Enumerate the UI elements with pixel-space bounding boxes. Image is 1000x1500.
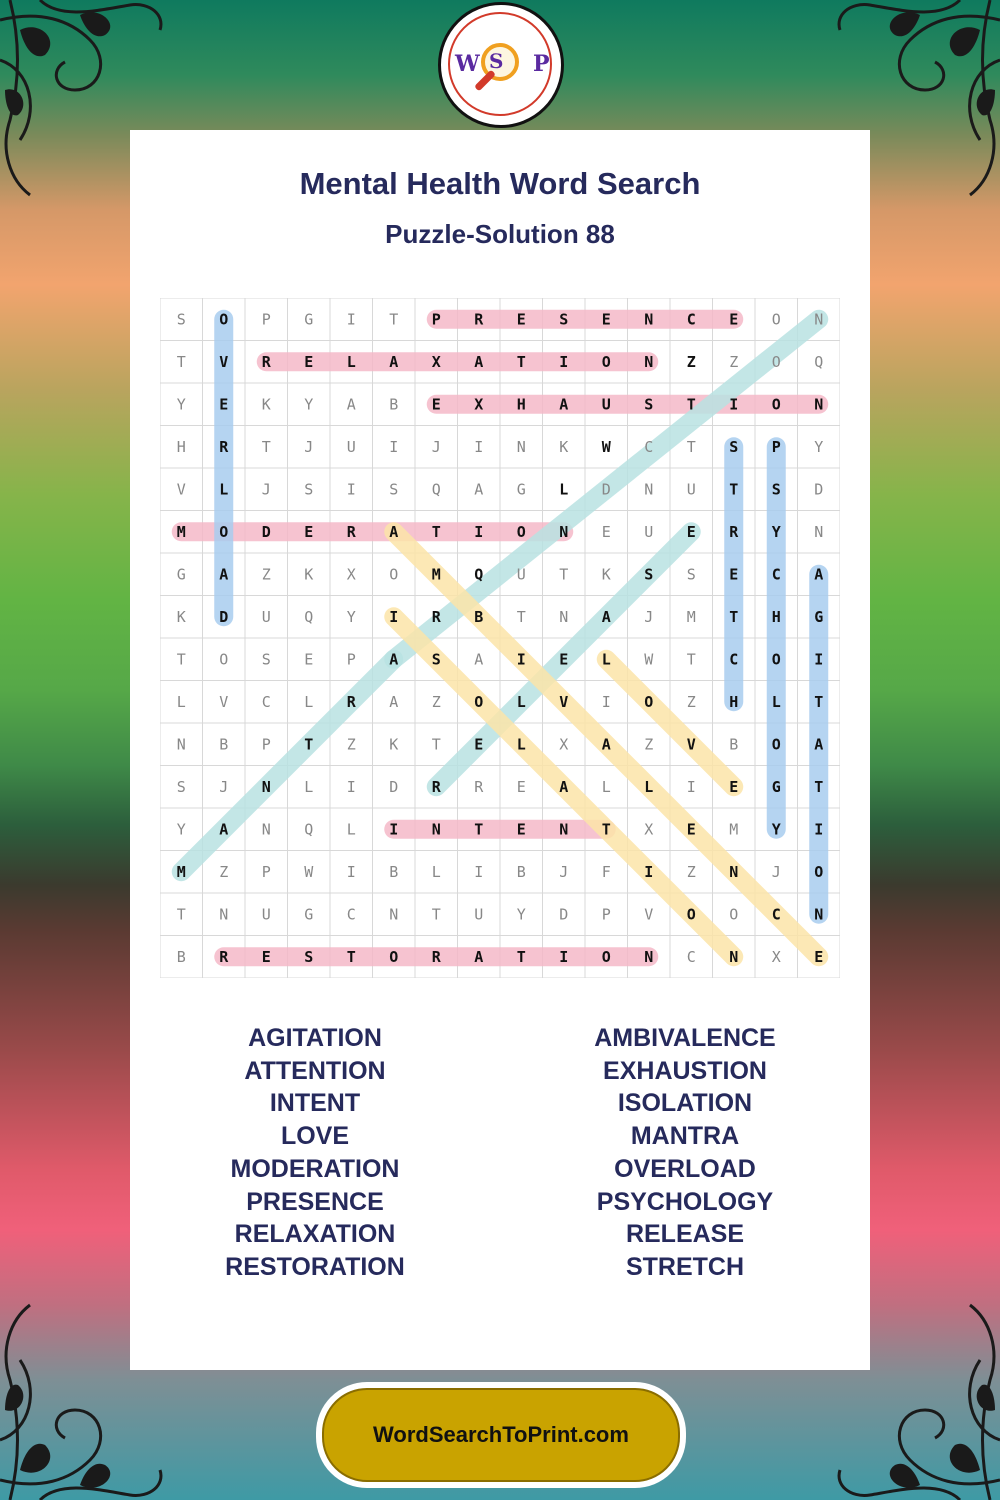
grid-letter: U (261, 607, 271, 626)
grid-letter: E (729, 565, 739, 584)
grid-letter: N (431, 820, 441, 839)
grid-letter: W (304, 862, 314, 881)
grid-letter: I (346, 777, 356, 796)
grid-letter: W (601, 437, 611, 456)
grid-letter: N (644, 310, 654, 329)
grid-letter: I (389, 437, 399, 456)
grid-letter: O (771, 735, 781, 754)
grid-letter: J (559, 862, 569, 881)
grid-letter: B (729, 735, 739, 754)
grid-letter: T (516, 947, 526, 966)
grid-letter: Y (176, 395, 186, 414)
grid-letter: A (389, 692, 399, 711)
grid-letter: N (814, 395, 824, 414)
grid-letter: T (431, 522, 441, 541)
grid-letter: I (814, 820, 824, 839)
grid-letter: J (644, 607, 654, 626)
site-link-label: WordSearchToPrint.com (373, 1422, 629, 1447)
grid-letter: B (474, 607, 484, 626)
word-list-item: ATTENTION (244, 1056, 386, 1085)
grid-letter: O (516, 522, 526, 541)
grid-letter: S (686, 565, 696, 584)
grid-letter: T (431, 905, 441, 924)
grid-letter: Q (304, 820, 314, 839)
word-search-grid (160, 298, 840, 978)
grid-letter: J (219, 777, 229, 796)
puzzle-card (130, 130, 870, 1370)
grid-letter: P (261, 862, 271, 881)
grid-letter: C (346, 905, 356, 924)
grid-letter: A (559, 777, 569, 796)
grid-letter: S (644, 565, 654, 584)
grid-letter: I (474, 437, 484, 456)
grid-letter: W (644, 650, 654, 669)
grid-letter: A (601, 607, 611, 626)
grid-letter: A (346, 395, 356, 414)
grid-letter: E (304, 352, 314, 371)
grid-letter: S (559, 310, 569, 329)
grid-letter: I (516, 650, 526, 669)
grid-letter: X (644, 820, 654, 839)
grid-letter: O (219, 522, 229, 541)
grid-letter: C (771, 905, 781, 924)
word-list-item: STRETCH (625, 1252, 745, 1281)
grid-letter: T (176, 905, 186, 924)
grid-letter: Y (771, 522, 781, 541)
grid-letter: D (601, 480, 611, 499)
grid-letter: R (431, 777, 441, 796)
grid-letter: T (346, 947, 356, 966)
grid-letter: N (644, 352, 654, 371)
grid-letter: N (729, 947, 739, 966)
grid-letter: A (559, 395, 569, 414)
grid-letter: L (346, 352, 356, 371)
grid-letter: P (261, 735, 271, 754)
grid-letter: C (729, 650, 739, 669)
grid-letter: L (516, 735, 526, 754)
grid-letter: O (771, 395, 781, 414)
grid-letter: I (389, 607, 399, 626)
wsp-logo[interactable] (438, 2, 564, 128)
grid-letter: Z (219, 862, 229, 881)
grid-letter: P (601, 905, 611, 924)
grid-letter: K (389, 735, 399, 754)
grid-letter: E (304, 522, 314, 541)
grid-letter: Y (814, 437, 824, 456)
word-list-item: RESTORATION (225, 1252, 405, 1281)
logo-letter-p: P (533, 51, 550, 77)
grid-letter: O (771, 352, 781, 371)
grid-letter: A (219, 820, 229, 839)
grid-letter: E (686, 820, 696, 839)
grid-letter: I (559, 352, 569, 371)
grid-letter: N (261, 777, 271, 796)
grid-letter: N (814, 310, 824, 329)
grid-letter: M (176, 522, 186, 541)
grid-letter: T (729, 480, 739, 499)
grid-letter: N (729, 862, 739, 881)
grid-letter: T (474, 820, 484, 839)
grid-letter: A (219, 565, 229, 584)
grid-letter: T (729, 607, 739, 626)
logo-letter-s: S (489, 49, 504, 73)
grid-letter: A (389, 650, 399, 669)
grid-letter: J (431, 437, 441, 456)
grid-letter: E (431, 395, 441, 414)
grid-letter: E (219, 395, 229, 414)
grid-letter: Q (474, 565, 484, 584)
grid-letter: E (516, 310, 526, 329)
grid-letter: E (559, 650, 569, 669)
grid-letter: E (474, 735, 484, 754)
grid-letter: V (219, 352, 229, 371)
grid-letter: F (601, 862, 611, 881)
grid-letter: I (346, 480, 356, 499)
grid-letter: T (814, 777, 824, 796)
page-subtitle: Puzzle-Solution 88 (385, 219, 615, 249)
grid-letter: A (389, 352, 399, 371)
grid-letter: M (176, 862, 186, 881)
grid-letter: A (601, 735, 611, 754)
grid-letter: Z (686, 862, 696, 881)
grid-letter: N (219, 905, 229, 924)
grid-letter: Y (304, 395, 314, 414)
grid-letter: R (431, 947, 441, 966)
grid-letter: D (261, 522, 271, 541)
grid-letter: T (559, 565, 569, 584)
grid-letter: T (814, 692, 824, 711)
grid-letter: T (431, 735, 441, 754)
grid-letter: A (474, 352, 484, 371)
grid-letter: Z (431, 692, 441, 711)
grid-letter: D (559, 905, 569, 924)
grid-letter: M (729, 820, 739, 839)
grid-letter: Y (516, 905, 526, 924)
grid-letter: Z (729, 352, 739, 371)
word-list-item: AMBIVALENCE (594, 1024, 776, 1052)
grid-letter: E (261, 947, 271, 966)
grid-letter: I (601, 692, 611, 711)
grid-letter: R (219, 947, 229, 966)
grid-letter: X (559, 735, 569, 754)
grid-letter: H (771, 607, 781, 626)
grid-letter: B (219, 735, 229, 754)
grid-letter: T (176, 352, 186, 371)
grid-letter: B (516, 862, 526, 881)
grid-letter: I (729, 395, 739, 414)
grid-letter: U (346, 437, 356, 456)
grid-letter: V (559, 692, 569, 711)
grid-letter: U (474, 905, 484, 924)
grid-letter: S (431, 650, 441, 669)
grid-letter: R (346, 692, 356, 711)
word-list-item: INTENT (269, 1089, 361, 1118)
grid-letter: I (814, 650, 824, 669)
grid-letter: N (389, 905, 399, 924)
grid-letter: I (389, 820, 399, 839)
grid-letter: K (304, 565, 314, 584)
grid-letter: O (729, 905, 739, 924)
word-list-item: PRESENCE (246, 1187, 384, 1216)
grid-letter: N (261, 820, 271, 839)
word-list-item: RELEASE (625, 1220, 745, 1249)
grid-letter: L (644, 777, 654, 796)
grid-letter: O (771, 310, 781, 329)
grid-letter: T (389, 310, 399, 329)
grid-letter: C (644, 437, 654, 456)
grid-letter: T (686, 395, 696, 414)
grid-letter: B (176, 947, 186, 966)
grid-letter: O (601, 947, 611, 966)
grid-letter: J (304, 437, 314, 456)
grid-letter: L (601, 777, 611, 796)
grid-letter: G (176, 565, 186, 584)
grid-letter: E (601, 522, 611, 541)
grid-letter: O (219, 310, 229, 329)
grid-letter: R (261, 352, 271, 371)
grid-letter: M (431, 565, 441, 584)
grid-letter: Z (261, 565, 271, 584)
grid-letter: V (686, 735, 696, 754)
grid-letter: X (431, 352, 441, 371)
grid-letter: T (304, 735, 314, 754)
grid-letter: A (814, 735, 824, 754)
page-title: Mental Health Word Search (299, 166, 701, 201)
grid-letter: Z (346, 735, 356, 754)
grid-letter: E (516, 777, 526, 796)
grid-letter: O (389, 947, 399, 966)
grid-letter: E (729, 310, 739, 329)
grid-letter: P (431, 310, 441, 329)
grid-letter: T (686, 437, 696, 456)
grid-letter: H (176, 437, 186, 456)
grid-letter: E (814, 947, 824, 966)
grid-letter: X (771, 947, 781, 966)
grid-letter: O (389, 565, 399, 584)
grid-letter: B (389, 862, 399, 881)
grid-letter: L (176, 692, 186, 711)
grid-letter: T (686, 650, 696, 669)
grid-letter: S (389, 480, 399, 499)
grid-letter: C (686, 310, 696, 329)
grid-letter: U (686, 480, 696, 499)
grid-letter: S (771, 480, 781, 499)
grid-letter: S (304, 947, 314, 966)
grid-letter: O (686, 905, 696, 924)
grid-letter: T (601, 820, 611, 839)
grid-letter: R (431, 607, 441, 626)
grid-letter: N (644, 947, 654, 966)
grid-letter: C (771, 565, 781, 584)
grid-letter: S (729, 437, 739, 456)
grid-letter: P (346, 650, 356, 669)
grid-letter: V (644, 905, 654, 924)
grid-letter: G (304, 905, 314, 924)
grid-letter: U (261, 905, 271, 924)
grid-letter: N (814, 905, 824, 924)
grid-letter: U (601, 395, 611, 414)
grid-letter: O (814, 862, 824, 881)
grid-letter: C (261, 692, 271, 711)
grid-letter: R (474, 310, 484, 329)
grid-letter: D (814, 480, 824, 499)
grid-letter: N (644, 480, 654, 499)
grid-letter: E (516, 820, 526, 839)
grid-letter: L (431, 862, 441, 881)
grid-svg (160, 298, 840, 978)
grid-letter: N (559, 522, 569, 541)
grid-letter: Z (644, 735, 654, 754)
grid-letter: K (261, 395, 271, 414)
grid-letter: E (304, 650, 314, 669)
grid-letter: G (771, 777, 781, 796)
word-list-item: RELAXATION (234, 1220, 396, 1249)
grid-letter: D (219, 607, 229, 626)
grid-letter: I (474, 862, 484, 881)
grid-letter: R (219, 437, 229, 456)
grid-letter: I (346, 862, 356, 881)
grid-letter: M (686, 607, 696, 626)
grid-letter: I (559, 947, 569, 966)
word-list-item: MANTRA (630, 1122, 740, 1151)
grid-letter: L (346, 820, 356, 839)
grid-letter: O (474, 692, 484, 711)
grid-letter: I (644, 862, 654, 881)
grid-letter: S (644, 395, 654, 414)
word-list-item: PSYCHOLOGY (596, 1187, 774, 1216)
grid-letter: C (686, 947, 696, 966)
grid-letter: T (516, 607, 526, 626)
grid-letter: B (389, 395, 399, 414)
grid-letter: Q (304, 607, 314, 626)
word-list-left (130, 1022, 500, 1284)
grid-letter: T (516, 352, 526, 371)
grid-letter: L (771, 692, 781, 711)
word-list-right (500, 1022, 870, 1284)
grid-letter: O (601, 352, 611, 371)
grid-letter: R (474, 777, 484, 796)
grid-letter: N (814, 522, 824, 541)
grid-letter: A (814, 565, 824, 584)
grid-letter: O (644, 692, 654, 711)
grid-letter: N (559, 607, 569, 626)
grid-letter: I (474, 522, 484, 541)
grid-letter: X (474, 395, 484, 414)
grid-letter: L (304, 692, 314, 711)
grid-letter: J (261, 480, 271, 499)
grid-letter: I (686, 777, 696, 796)
grid-letter: G (516, 480, 526, 499)
grid-letter: A (389, 522, 399, 541)
grid-letter: U (516, 565, 526, 584)
grid-letter: Y (176, 820, 186, 839)
grid-letter: S (176, 310, 186, 329)
grid-letter: L (516, 692, 526, 711)
grid-letter: K (176, 607, 186, 626)
word-list-item: OVERLOAD (614, 1154, 756, 1183)
grid-letter: V (176, 480, 186, 499)
grid-letter: J (771, 862, 781, 881)
grid-letter: A (474, 650, 484, 669)
grid-letter: I (346, 310, 356, 329)
grid-letter: H (729, 692, 739, 711)
grid-letter: O (219, 650, 229, 669)
grid-letter: R (729, 522, 739, 541)
grid-letter: K (559, 437, 569, 456)
grid-letter: K (601, 565, 611, 584)
grid-letter: E (729, 777, 739, 796)
grid-letter: Y (346, 607, 356, 626)
grid-letter: Z (686, 352, 696, 371)
grid-letter: D (389, 777, 399, 796)
grid-letter: Z (686, 692, 696, 711)
word-list-item: EXHAUSTION (603, 1056, 767, 1085)
grid-letter: P (771, 437, 781, 456)
grid-letter: T (176, 650, 186, 669)
logo-letter-w: W (455, 51, 480, 77)
grid-letter: L (559, 480, 569, 499)
word-list-item: MODERATION (230, 1154, 400, 1183)
site-link-button[interactable] (322, 1388, 680, 1482)
grid-letter: L (304, 777, 314, 796)
grid-letter: S (261, 650, 271, 669)
grid-letter: Y (771, 820, 781, 839)
grid-letter: Q (814, 352, 824, 371)
grid-letter: G (304, 310, 314, 329)
grid-letter: Q (431, 480, 441, 499)
grid-letter: T (261, 437, 271, 456)
grid-letter: R (346, 522, 356, 541)
grid-letter: E (601, 310, 611, 329)
grid-letter: A (474, 947, 484, 966)
grid-letter: L (601, 650, 611, 669)
grid-letter: U (644, 522, 654, 541)
grid-letter: V (219, 692, 229, 711)
grid-letter: H (516, 395, 526, 414)
grid-letter: A (474, 480, 484, 499)
grid-letter: G (814, 607, 824, 626)
grid-letter: N (516, 437, 526, 456)
grid-letter: N (559, 820, 569, 839)
word-list-item: AGITATION (248, 1024, 382, 1052)
word-list-item: LOVE (280, 1122, 350, 1151)
grid-letter: X (346, 565, 356, 584)
grid-letter: N (176, 735, 186, 754)
grid-letter: S (304, 480, 314, 499)
grid-letter: E (686, 522, 696, 541)
grid-letter: O (771, 650, 781, 669)
word-list-item: ISOLATION (617, 1089, 753, 1118)
grid-letter: L (219, 480, 229, 499)
grid-letter: S (176, 777, 186, 796)
grid-letter: P (261, 310, 271, 329)
